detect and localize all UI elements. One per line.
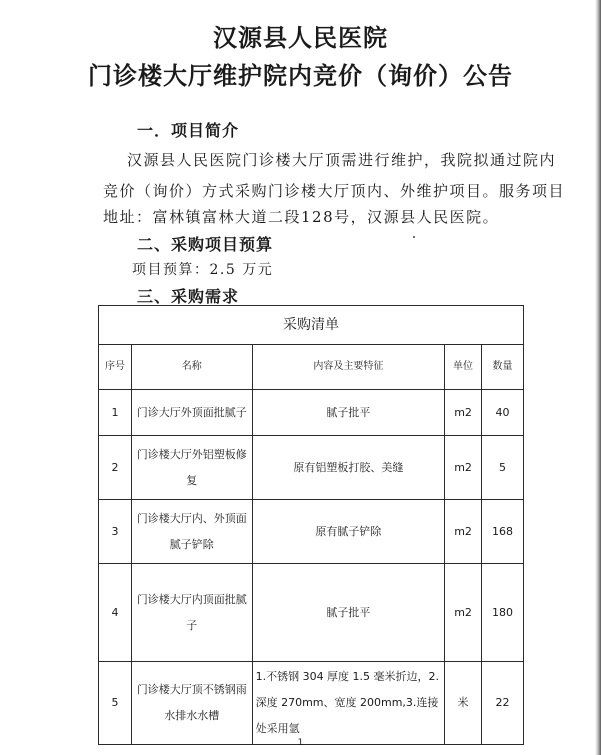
cell-qty: 40 [482, 390, 524, 436]
overview-line-2: 竞价（询价）方式采购门诊楼大厅顶内、外维护项目。服务项目 [103, 182, 566, 200]
purchase-list-table [98, 305, 524, 745]
page-edge-shadow [595, 0, 601, 755]
table-row [99, 500, 524, 564]
scan-speck [413, 236, 415, 238]
page-number: 1 [297, 738, 304, 748]
table-caption-row [99, 306, 524, 345]
cell-content: 原有腻子铲除 [252, 500, 445, 564]
cell-name: 门诊楼大厅内、外顶面腻子铲除 [131, 500, 252, 564]
header-content: 内容及主要特征 [252, 345, 445, 390]
cell-name: 门诊楼大厅顶不锈钢雨水排水水槽 [131, 662, 252, 745]
cell-no: 5 [99, 662, 132, 745]
document-title-notice: 门诊楼大厅维护院内竞价（询价）公告 [88, 61, 513, 90]
overview-line-3: 地址：富林镇富林大道二段128号，汉源县人民医院。 [103, 208, 500, 226]
table-row [99, 436, 524, 500]
cell-unit: m2 [445, 390, 482, 436]
overview-line-1: 汉源县人民医院门诊楼大厅顶需进行维护，我院拟通过院内 [127, 151, 557, 169]
cell-unit: 米 [445, 662, 482, 745]
cell-name: 门诊楼大厅内顶面批腻子 [131, 564, 252, 662]
cell-unit: m2 [445, 564, 482, 662]
cell-qty: 168 [482, 500, 524, 564]
cell-name: 门诊大厅外顶面批腻子 [131, 390, 252, 436]
cell-no: 4 [99, 564, 132, 662]
cell-qty: 22 [482, 662, 524, 745]
document-title-hospital: 汉源县人民医院 [213, 23, 388, 52]
table-row [99, 564, 524, 662]
cell-unit: m2 [445, 436, 482, 500]
header-unit: 单位 [445, 345, 482, 390]
header-qty: 数量 [482, 345, 524, 390]
table-row [99, 662, 524, 745]
cell-name: 门诊楼大厅外铝塑板修复 [131, 436, 252, 500]
cell-content: 1.不锈钢 304 厚度 1.5 毫米折边，2.深度 270mm、宽度 200mm,3.连接处采用氩 [252, 662, 445, 745]
table-caption: 采购清单 [99, 306, 524, 345]
budget-amount: 项目预算：2.5 万元 [132, 262, 274, 278]
section-heading-requirements: 三、采购需求 [137, 287, 240, 306]
cell-qty: 180 [482, 564, 524, 662]
cell-content: 原有铝塑板打胶、美缝 [252, 436, 445, 500]
cell-no: 2 [99, 436, 132, 500]
table-header-row [99, 345, 524, 390]
section-heading-overview: 一．项目简介 [137, 121, 240, 140]
cell-content: 腻子批平 [252, 390, 445, 436]
cell-no: 1 [99, 390, 132, 436]
header-name: 名称 [131, 345, 252, 390]
cell-no: 3 [99, 500, 132, 564]
table-row [99, 390, 524, 436]
header-no: 序号 [99, 345, 132, 390]
cell-unit: m2 [445, 500, 482, 564]
cell-content: 腻子批平 [252, 564, 445, 662]
section-heading-budget: 二、采购项目预算 [137, 235, 274, 254]
cell-qty: 5 [482, 436, 524, 500]
